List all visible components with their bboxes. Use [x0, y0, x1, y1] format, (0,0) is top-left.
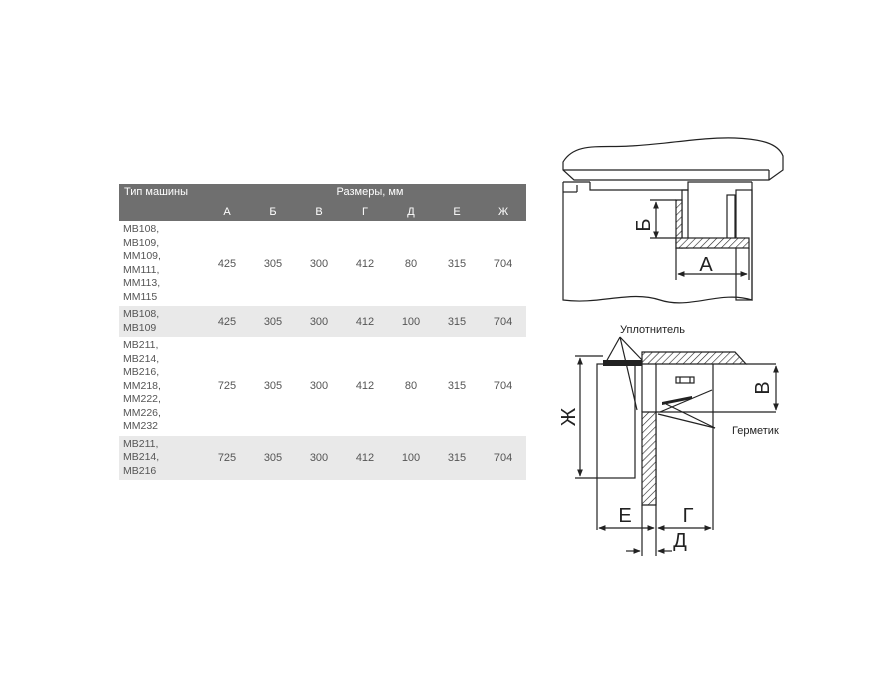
dim-header-v: В [296, 203, 342, 221]
countertop-section-hatched [642, 352, 746, 364]
value-cell: 100 [388, 436, 434, 481]
dim-header-a: А [204, 203, 250, 221]
value-cell: 305 [250, 436, 296, 481]
leader-sealant [606, 337, 620, 362]
leader-hermetic [658, 414, 715, 428]
value-cell: 305 [263, 380, 283, 393]
value-cell: 100 [388, 306, 434, 337]
value-cell: 412 [342, 436, 388, 481]
dim-header-b: Б [250, 203, 296, 221]
value-cell: 704 [493, 257, 513, 270]
value-cell: 704 [480, 436, 526, 481]
cross-section-drawing [575, 337, 776, 556]
countertop-slab [563, 138, 783, 180]
model-list: МВ211, МВ214, МВ216 [119, 436, 204, 481]
value-cell: 305 [250, 306, 296, 337]
model-list: МВ108, МВ109, ММ109, ММ111, ММ113, ММ115 [123, 223, 161, 303]
label-zh: Ж [558, 407, 580, 427]
model-list: МВ108, МВ109 [119, 306, 204, 337]
model-list: МВ211, МВ214, МВ216, ММ218, ММ222, ММ226, ММ232 [123, 339, 161, 432]
sealant-strip [603, 360, 642, 366]
clip-bracket [676, 377, 694, 383]
value-cell: 315 [447, 380, 467, 393]
value-cell: 300 [309, 380, 329, 393]
value-cell: 300 [309, 257, 329, 270]
dimensions-group-header: Размеры, мм [204, 184, 526, 203]
left-panel [597, 364, 635, 478]
label-hermetic: Герметик [732, 425, 779, 437]
label-g: Г [682, 505, 694, 527]
value-cell: 412 [342, 306, 388, 337]
value-cell: 425 [217, 257, 237, 270]
label-v: В [752, 381, 774, 395]
dim-header-e: Е [434, 203, 480, 221]
leader-hermetic [666, 404, 715, 428]
value-cell: 315 [434, 306, 480, 337]
value-cell: 80 [404, 257, 418, 270]
value-cell: 80 [404, 380, 418, 393]
value-cell: 300 [296, 436, 342, 481]
value-cell: 412 [355, 380, 375, 393]
hob-bottom-hatched [676, 238, 749, 248]
hob-wall-hatched [642, 412, 656, 505]
label-e: Е [618, 505, 632, 527]
machine-type-header: Тип машины [119, 184, 204, 203]
value-cell: 412 [355, 257, 375, 270]
dim-header-g: Г [342, 203, 388, 221]
cutout-line [590, 182, 752, 190]
value-cell: 300 [296, 306, 342, 337]
value-cell: 725 [217, 380, 237, 393]
label-b: Б [633, 218, 655, 232]
countertop-cutout-drawing [563, 138, 783, 303]
value-cell: 315 [434, 436, 480, 481]
value-cell: 315 [447, 257, 467, 270]
label-d: Д [673, 530, 687, 552]
label-sealant: Уплотнитель [620, 324, 685, 336]
value-cell: 425 [204, 306, 250, 337]
value-cell: 305 [263, 257, 283, 270]
leader-sealant [620, 337, 642, 360]
value-cell: 704 [493, 380, 513, 393]
dim-header-d: Д [388, 203, 434, 221]
dim-header-zh: Ж [480, 203, 526, 221]
value-cell: 704 [480, 306, 526, 337]
value-cell: 725 [204, 436, 250, 481]
label-a: А [699, 254, 713, 276]
